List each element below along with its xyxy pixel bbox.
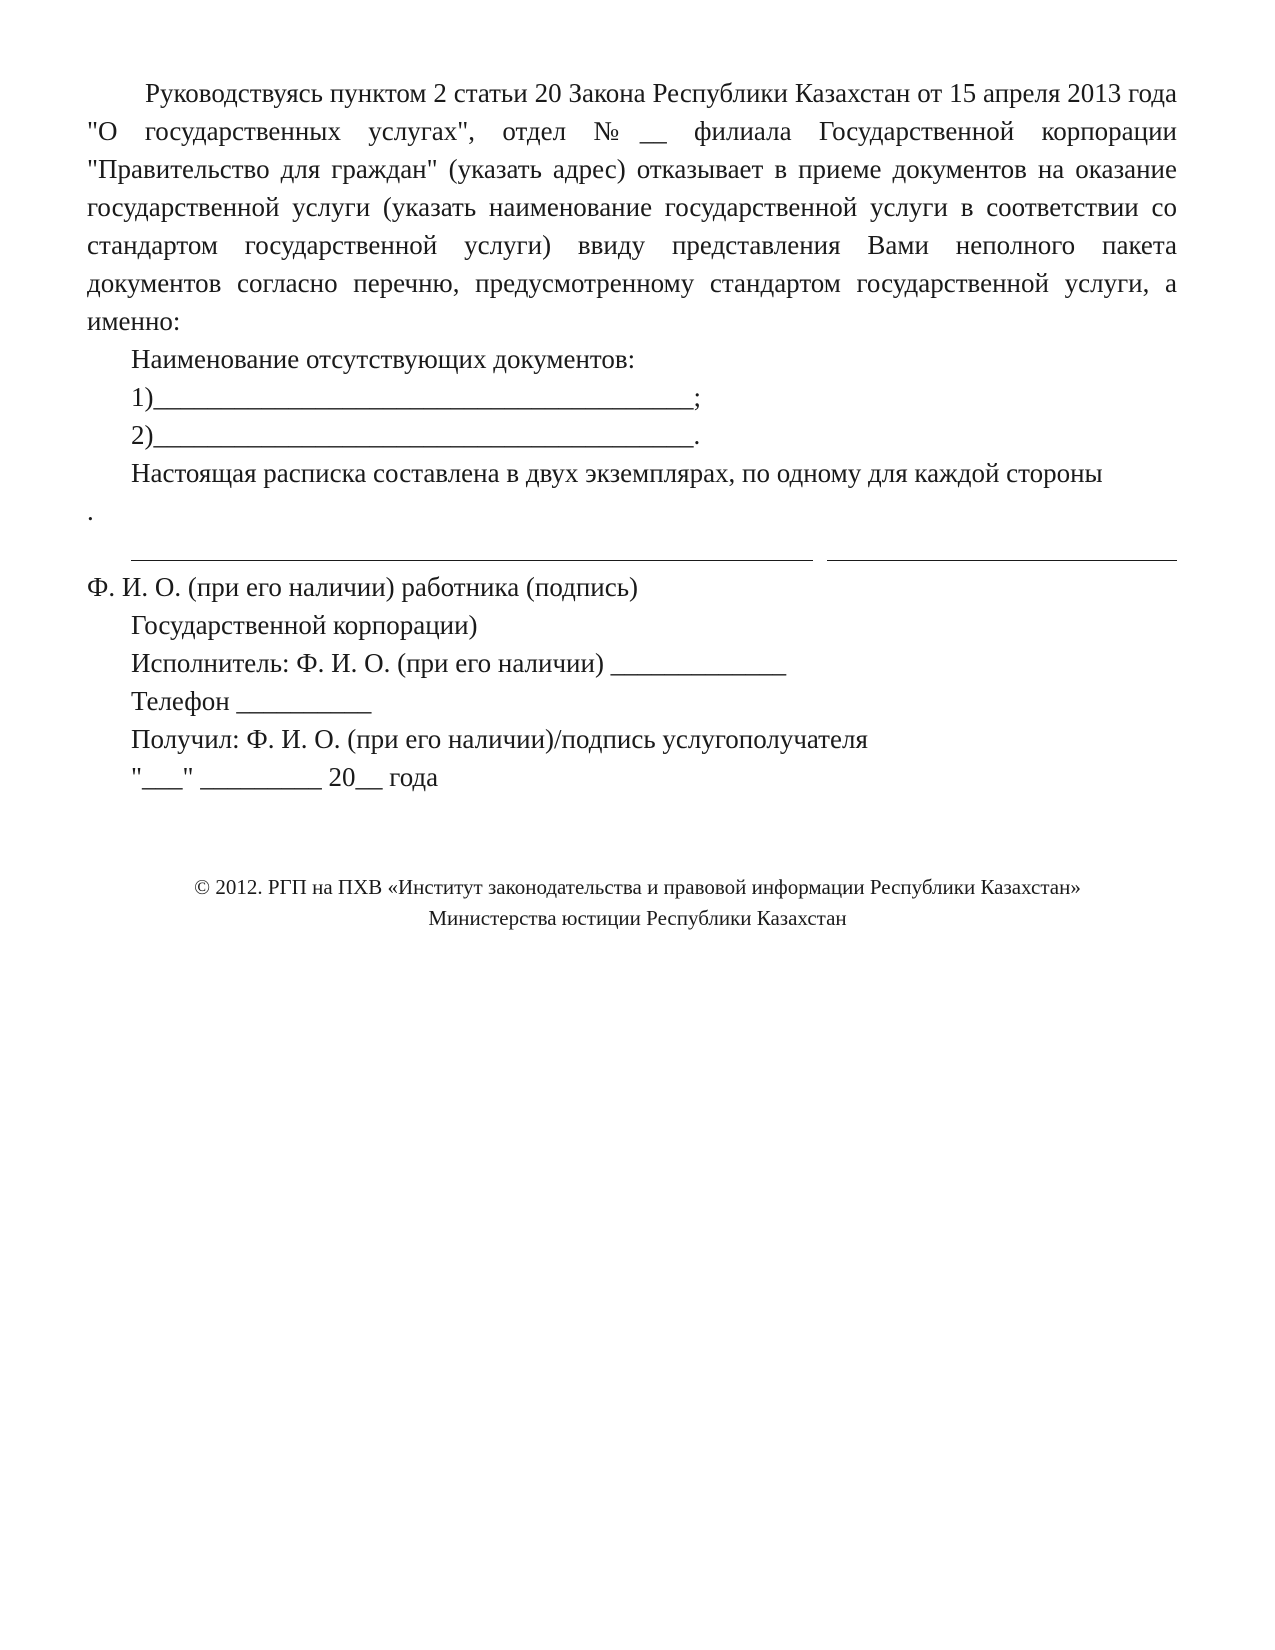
missing-document-item-2: 2)________________________________________.	[131, 420, 701, 450]
executor-line: Исполнитель: Ф. И. О. (при его наличии) _____________	[131, 648, 787, 678]
signature-lines	[87, 530, 1177, 568]
receipt-copies-note: Настоящая расписка составлена в двух экземплярах, по одному для каждой стороны	[131, 458, 1103, 488]
missing-document-item-1: 1)________________________________________;	[131, 382, 701, 412]
date-line: "___" _________ 20__ года	[131, 762, 439, 792]
receipt-note-period: .	[87, 496, 94, 526]
signature-blank-line	[827, 560, 1177, 561]
missing-documents-heading: Наименование отсутствующих документов:	[131, 344, 636, 374]
footer	[0, 872, 1275, 934]
copyright-line: © 2012. РГП на ПХВ «Институт законодательства и правовой информации Республики Казахстан»	[194, 875, 1081, 899]
employee-name-blank-line	[131, 560, 813, 561]
corporation-caption: Государственной корпорации)	[131, 610, 478, 640]
phone-line: Телефон __________	[131, 686, 372, 716]
recipient-line: Получил: Ф. И. О. (при его наличии)/подпись услугополучателя	[131, 724, 868, 754]
employee-fio-caption: Ф. И. О. (при его наличии) работника (подпись)	[87, 572, 639, 602]
ministry-line: Министерства юстиции Республики Казахстан	[428, 906, 847, 930]
refusal-paragraph: Руководствуясь пунктом 2 статьи 20 Закона Республики Казахстан от 15 апреля 2013 года "О государственных услугах", отдел №__ филиала Государственной корпорации "Правительство для граждан" (указать адрес) отказывает в приеме документов на оказание государственной услуги (указать наименование государственной услуги в соответствии со стандартом государственной услуги) ввиду представления Вами неполного пакета документов согласно перечню, предусмотренному стандартом государственной услуги, а именно:	[87, 78, 1177, 336]
document-body	[87, 74, 1177, 796]
